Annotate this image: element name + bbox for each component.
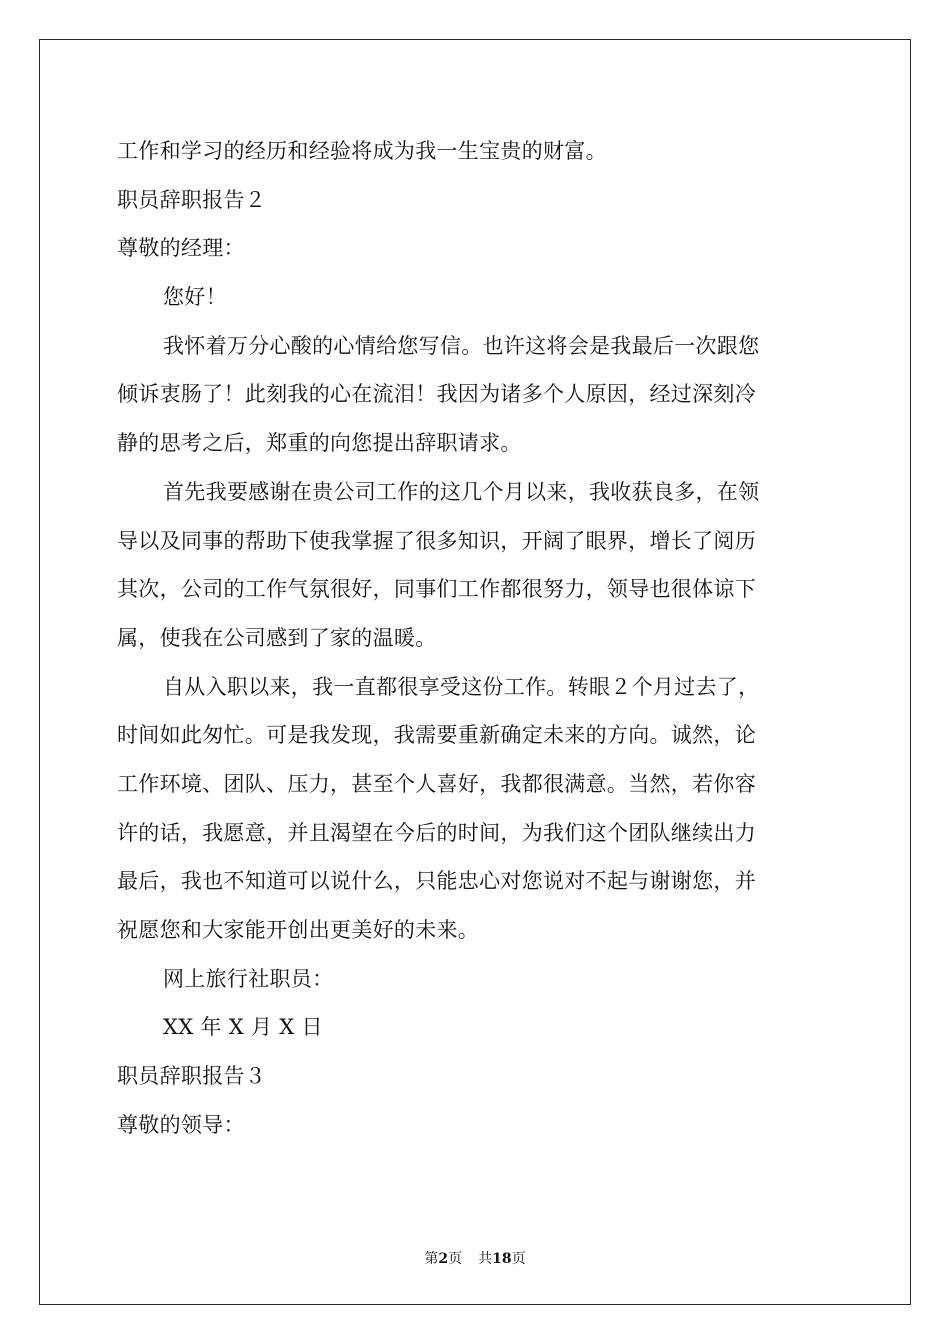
text-line: 最后，我也不知道可以说什么，只能忠心对您说对不起与谢谢您，并 [117,869,756,894]
total-prefix: 共 [478,1251,493,1267]
text-line: 许的话，我愿意，并且渴望在今后的时间，为我们这个团队继续出力 [117,820,756,845]
greeting: 您好！ [163,285,227,310]
text-line: 祝愿您和大家能开创出更美好的未来。 [117,918,480,942]
page-total: 18 [492,1251,512,1267]
page-current: 2 [438,1251,449,1267]
document-body [117,127,837,1149]
text-line: 倾诉衷肠了！此刻我的心在流泪！我因为诸多个人原因，经过深刻冷 [117,382,756,407]
section-heading: 职员辞职报告３ [117,1064,267,1089]
salutation: 尊敬的领导： [117,1112,245,1137]
text-line: 时间如此匆忙。可是我发现，我需要重新确定未来的方向。诚然，论 [117,723,756,748]
text-line: 首先我要感谢在贵公司工作的这几个月以来，我收获良多，在领 [163,479,760,504]
total-suffix: 页 [511,1251,526,1267]
text-line: 工作环境、团队、压力，甚至个人喜好，我都很满意。当然，若你容 [117,771,756,796]
section-heading: 职员辞职报告２ [117,187,267,212]
text-line: 属，使我在公司感到了家的温暖。 [117,625,437,650]
text-line: 我怀着万分心酸的心情给您写信。也许这将会是我最后一次跟您 [163,333,760,358]
date-line: XX 年 X 月 X 日 [163,1015,323,1040]
page-prefix: 第 [424,1251,439,1267]
text-line: 静的思考之后，郑重的向您提出辞职请求。 [117,431,522,456]
text-line: 导以及同事的帮助下使我掌握了很多知识，开阔了眼界，增长了阅历 [117,528,756,553]
page-suffix: 页 [448,1251,463,1267]
text-line: 其次，公司的工作气氛很好，同事们工作都很努力，领导也很体谅下 [117,577,756,602]
salutation: 尊敬的经理： [117,236,245,261]
signature: 网上旅行社职员： [163,966,334,991]
page-footer [0,1248,950,1268]
text-line: 工作和学习的经历和经验将成为我一生宝贵的财富。 [117,139,607,163]
text-line: 自从入职以来，我一直都很享受这份工作。转眼２个月过去了， [163,674,760,699]
